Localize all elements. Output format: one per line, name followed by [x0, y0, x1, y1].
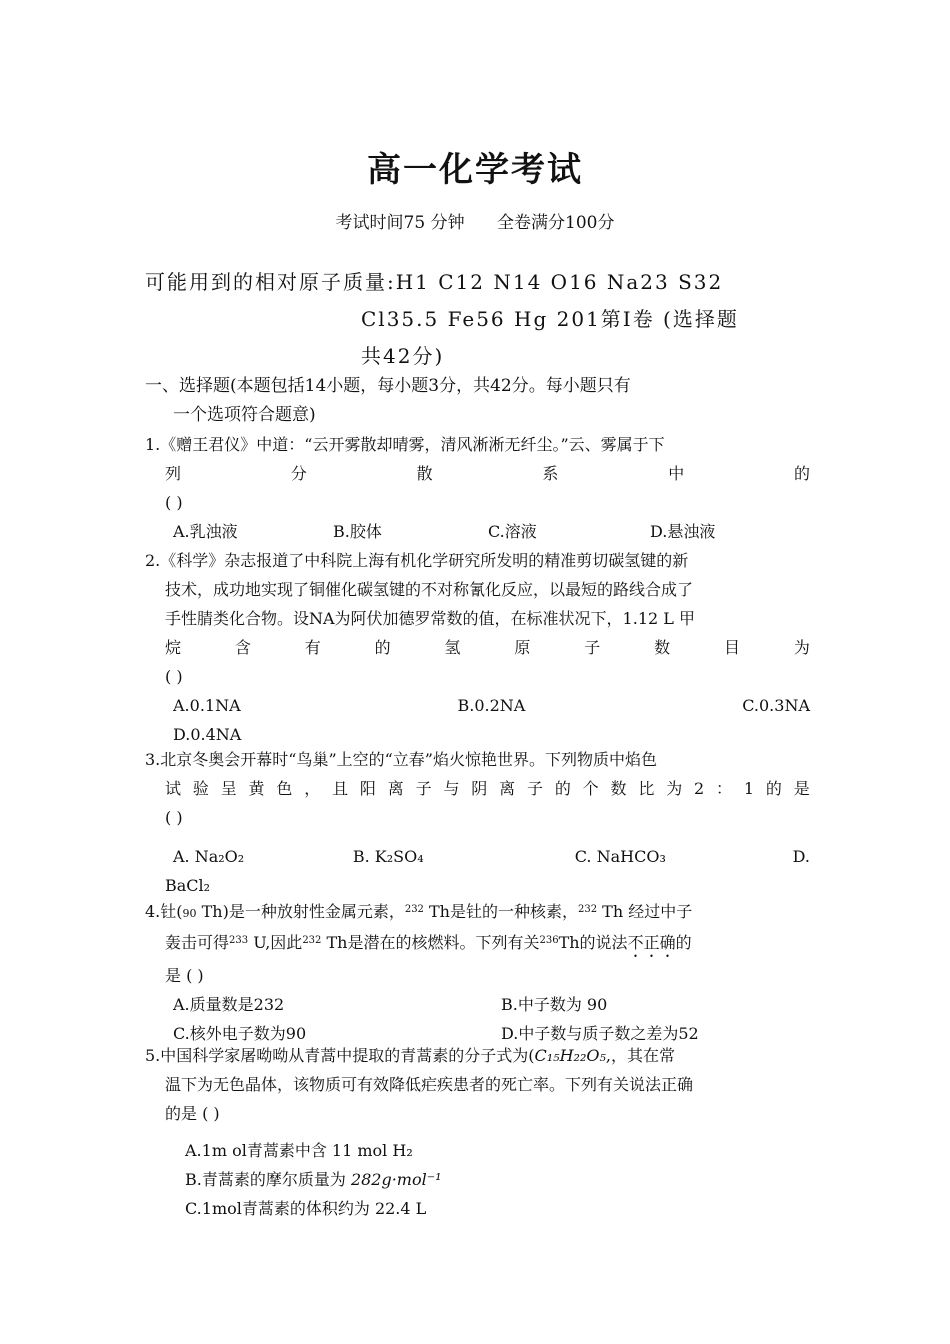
- q1-char: 分: [290, 464, 307, 483]
- q2-option-d: D.0.4NA: [173, 725, 242, 744]
- q4-text: Th的说法: [558, 933, 628, 952]
- q2-char: 含: [234, 638, 251, 657]
- q2-char: 数: [654, 638, 671, 657]
- question-3: [145, 745, 810, 900]
- q5-text: ,，其在常: [605, 1046, 675, 1065]
- q4-option-a: A.质量数是232: [173, 995, 285, 1014]
- q3-char: 离: [499, 779, 516, 798]
- q3-char: 呈: [220, 779, 237, 798]
- q4-superscript: 232: [302, 935, 322, 946]
- q4-text: Th是潜在的核燃料。下列有关: [321, 933, 540, 952]
- q1-option-c: C.溶液: [488, 522, 537, 541]
- q4-line2: [145, 928, 810, 961]
- q3-option-c: C. NaHCO₃: [574, 847, 666, 866]
- q3-option-d: D.: [792, 847, 810, 866]
- q4-text: 轰击可得: [165, 933, 230, 952]
- q3-char: 阳: [359, 779, 376, 798]
- q3-char: 阴: [471, 779, 488, 798]
- q2-char: 有: [304, 638, 321, 657]
- q4-text: U,因此: [248, 933, 303, 952]
- atomic-masses-line3: 共42分): [361, 344, 445, 368]
- q1-char: 列: [165, 464, 182, 483]
- q2-line3: 手性腈类化合物。设NA为阿伏加德罗常数的值，在标准状况下，1.12 L 甲: [165, 609, 695, 628]
- q3-char: 色: [276, 779, 293, 798]
- q3-char: 验: [192, 779, 209, 798]
- q3-char: 黄: [248, 779, 265, 798]
- q3-char: 子: [415, 779, 432, 798]
- q5-option-a: A.1m ol青蒿素中含 11 mol H₂: [185, 1141, 413, 1160]
- q3-char: 数: [610, 779, 627, 798]
- q3-char: 离: [387, 779, 404, 798]
- section-line1: 一、选择题(本题包括14小题，每小题3分，共42分。每小题只有: [145, 376, 631, 396]
- q3-char: ，: [304, 779, 321, 798]
- q4-option-d: D.中子数与质子数之差为52: [501, 1024, 699, 1043]
- q2-char: 烷: [165, 638, 182, 657]
- q3-char: 是: [793, 779, 810, 798]
- q5-formula: C₁₅H₂₂O₅: [534, 1046, 606, 1065]
- q4-emphasis: 不正确: [627, 933, 676, 952]
- atomic-masses: [145, 264, 810, 375]
- q2-options-row: [145, 691, 810, 720]
- question-2: [145, 546, 810, 749]
- q1-options: [145, 517, 810, 546]
- q1-option-a: A.乳浊液: [173, 522, 238, 541]
- q3-char: 与: [443, 779, 460, 798]
- q4-text: Th是钍的一种核素，: [423, 902, 578, 921]
- q3-char: 的: [765, 779, 782, 798]
- exam-subtitle: 考试时间75 分钟 全卷满分100分: [335, 213, 615, 233]
- q5-option-b: [145, 1165, 810, 1194]
- q4-text: 4.钍(: [145, 902, 183, 921]
- page-title: 高一化学考试: [367, 150, 583, 190]
- q4-superscript: 232: [578, 904, 598, 915]
- q1-option-b: B.胶体: [333, 522, 382, 541]
- q4-superscript: 232: [404, 904, 424, 915]
- q2-option-b: B.0.2NA: [457, 696, 526, 715]
- q5-option-b-text: B.青蒿素的摩尔质量为: [185, 1170, 351, 1189]
- q2-answer-paren: ( ): [165, 667, 183, 686]
- q3-char: 为: [666, 779, 683, 798]
- q3-option-b: B. K₂SO₄: [352, 847, 424, 866]
- q2-char: 氢: [444, 638, 461, 657]
- section-line2: 一个选项符合题意): [173, 405, 316, 425]
- q2-line1: 2.《科学》杂志报道了中科院上海有机化学研究所发明的精准剪切碳氢键的新: [145, 551, 689, 570]
- atomic-masses-line1: 可能用到的相对原子质量:H1 C12 N14 O16 Na23 S32: [145, 270, 724, 294]
- q1-spread-line: [145, 459, 810, 488]
- q3-char: 个: [582, 779, 599, 798]
- q3-char: 且: [332, 779, 349, 798]
- q1-char: 中: [668, 464, 685, 483]
- q3-answer-paren: ( ): [165, 808, 183, 827]
- q4-text: Th)是一种放射性金属元素，: [196, 902, 405, 921]
- q4-text: Th 经过中子: [597, 902, 693, 921]
- q3-char: 试: [165, 779, 182, 798]
- q3-char: 2: [694, 779, 705, 798]
- question-5: [145, 1041, 810, 1223]
- q2-line2: 技术，成功地实现了铜催化碳氢键的不对称氰化反应，以最短的路线合成了: [165, 580, 694, 599]
- q4-text: 的: [675, 933, 692, 952]
- q2-char: 的: [374, 638, 391, 657]
- q1-answer-paren: ( ): [165, 493, 183, 512]
- q1-char: 的: [793, 464, 810, 483]
- q4-line1: [145, 897, 810, 928]
- q5-line1: [145, 1041, 810, 1070]
- q3-char: 比: [638, 779, 655, 798]
- q2-option-a: A.0.1NA: [173, 696, 241, 715]
- q4-superscript: 233: [229, 935, 249, 946]
- atomic-masses-line2: Cl35.5 Fe56 Hg 201第Ⅰ卷 (选择题: [361, 307, 739, 331]
- q1-option-d: D.悬浊液: [650, 522, 716, 541]
- q5-text: 5.中国科学家屠呦呦从青蒿中提取的青蒿素的分子式为(: [145, 1046, 535, 1065]
- question-1: [145, 430, 810, 546]
- q2-char: 为: [793, 638, 810, 657]
- q3-char: 的: [554, 779, 571, 798]
- q3-char: 1: [743, 779, 755, 798]
- q5-line3: 的是 ( ): [165, 1104, 220, 1123]
- q3-options-row: [145, 842, 810, 871]
- q4-subscript: 90: [182, 907, 197, 920]
- q5-option-c: C.1mol青蒿素的体积约为 22.4 L: [185, 1199, 427, 1218]
- q5-option-b-math: 282g·mol⁻¹: [350, 1170, 442, 1189]
- q1-char: 散: [416, 464, 433, 483]
- q2-char: 子: [584, 638, 601, 657]
- q2-char: 目: [724, 638, 741, 657]
- q2-char: 原: [514, 638, 531, 657]
- q3-option-a: A. Na₂O₂: [173, 847, 245, 866]
- q3-char: 子: [526, 779, 543, 798]
- q3-char: ：: [716, 779, 733, 798]
- q4-options-row1: [145, 990, 810, 1019]
- q4-option-b: B.中子数为 90: [501, 995, 608, 1014]
- q3-line1: 3.北京冬奥会开幕时“鸟巢”上空的“立春”焰火惊艳世界。下列物质中焰色: [145, 750, 657, 769]
- section-heading: [145, 372, 810, 430]
- q3-option-d-cont: BaCl₂: [165, 876, 211, 895]
- q3-spread-line: [145, 774, 810, 803]
- q1-line1: 1.《赠王君仪》中道：“云开雾散却晴雾，清风淅淅无纤尘。”云、雾属于下: [145, 435, 665, 454]
- q4-line3: 是 ( ): [165, 966, 204, 985]
- q2-option-c: C.0.3NA: [742, 696, 810, 715]
- question-4: [145, 897, 810, 1048]
- q5-line2: 温下为无色晶体，该物质可有效降低疟疾患者的死亡率。下列有关说法正确: [165, 1075, 694, 1094]
- q1-char: 系: [542, 464, 559, 483]
- q4-superscript: 236: [539, 935, 559, 946]
- q2-spread-line: [145, 633, 810, 662]
- q4-option-c: C.核外电子数为90: [173, 1024, 307, 1043]
